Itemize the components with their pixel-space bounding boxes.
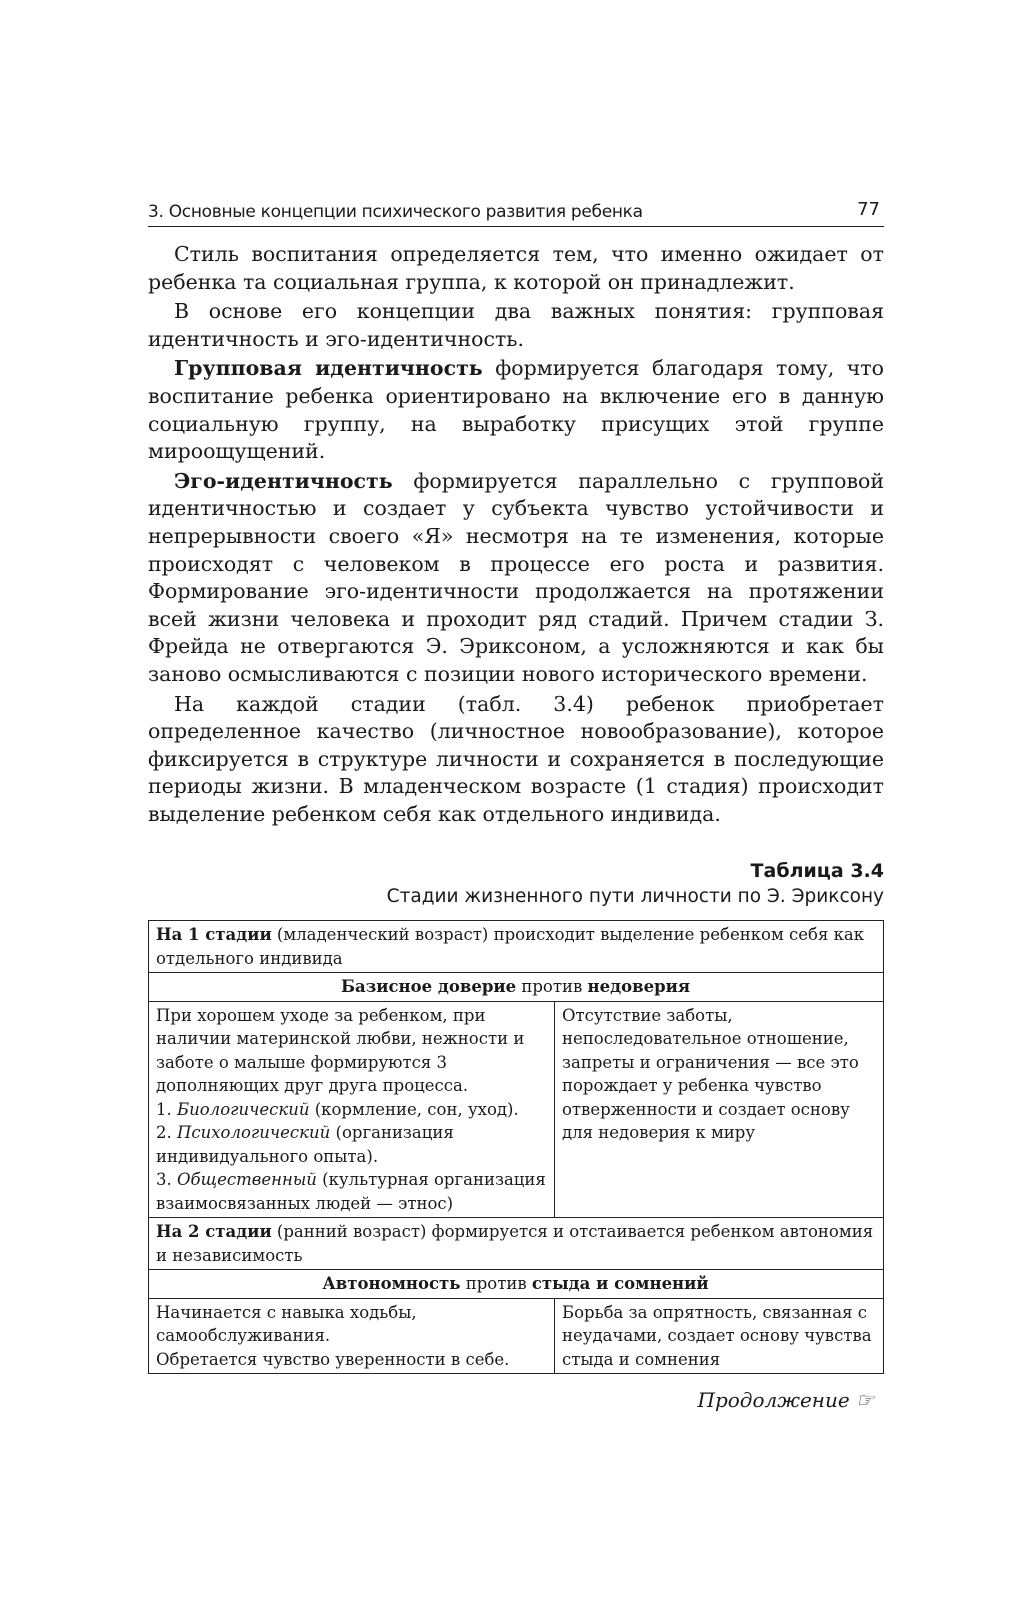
- stage-1-negative: недоверия: [587, 977, 691, 997]
- stage-2-left-line-1: Начинается с навыка ходьбы, самообслуживания.: [156, 1302, 417, 1346]
- paragraph-4-text: формируется параллельно с групповой идентичностью и создает у субъекта чувство устойчивости и непрерывности своего «Я» несмотря на те изменения, которые происходят с человеком в процессе его роста и развития. Формирование эго-идентичности продолжается на протяжении всей жизни человека и проходит ряд стадий. Причем стадии З. Фрейда не отвергаются Э. Эриксоном, а усложняются и как бы заново осмысливаются с позиции нового исторического времени.: [148, 468, 884, 686]
- stage-2-description: [149, 1218, 884, 1270]
- stage-1-text: (младенческий возраст) происходит выделение ребенком себя как отдельного индивида: [156, 925, 865, 968]
- item-1-number: 1.: [156, 1099, 177, 1119]
- stage-1-intro: При хорошем уходе за ребенком, при наличии материнской любви, нежности и заботе о малыше формируются 3 дополняющих друг друга процесса.: [156, 1005, 525, 1096]
- paragraph-1: Стиль воспитания определяется тем, что именно ожидает от ребенка та социальная группа, к которой он принадлежит.: [148, 242, 884, 294]
- stage-2-versus: против: [460, 1274, 532, 1294]
- item-1-term: Биологический: [177, 1099, 310, 1119]
- stage-2-positive-cell: [149, 1298, 555, 1374]
- stage-2-label: На 2 стадии: [156, 1222, 272, 1242]
- paragraph-3-text: формируется благодаря тому, что воспитание ребенка ориентировано на включение его в данную социальную группу, на выработку присущих этой группе мироощущений.: [148, 356, 884, 464]
- stage-1-detail-row: [149, 1001, 884, 1218]
- paragraph-5: На каждой стадии (табл. 3.4) ребенок приобретает определенное качество (личностное новообразование), которое фиксируется в структуре личности и сохраняется в последующие периоды жизни. В младенческом возрасте (1 стадия) происходит выделение ребенком себя как отдельного индивида.: [148, 691, 884, 826]
- item-1-text: (кормление, сон, уход).: [309, 1099, 519, 1119]
- running-header: [148, 192, 884, 227]
- stage-1-negative-cell: Отсутствие заботы, непоследовательное отношение, запреты и ограничения — все это порождает у ребенка чувство отверженности и создает основу для недоверия к миру: [555, 1001, 884, 1218]
- stage-2-text: (ранний возраст) формируется и отстаивается ребенком автономия и независимость: [156, 1222, 874, 1265]
- stage-2-detail-row: [149, 1298, 884, 1374]
- stage-1-conflict: [149, 973, 884, 1002]
- item-2-term: Психологический: [177, 1123, 331, 1143]
- paragraph-3: [148, 355, 884, 465]
- item-3-text: (культурная организация взаимосвязанных людей — этнос): [156, 1170, 546, 1213]
- continuation-note: [148, 1388, 884, 1412]
- item-2-number: 2.: [156, 1123, 177, 1143]
- stage-2-header-row: [149, 1218, 884, 1270]
- erikson-stages-table: [148, 920, 884, 1374]
- item-3-number: 3.: [156, 1170, 177, 1190]
- stage-1-label: На 1 стадии: [156, 925, 272, 945]
- stage-2-conflict-row: [149, 1270, 884, 1299]
- paragraph-2: В основе его концепции два важных понятия: групповая идентичность и эго-идентичность.: [148, 299, 884, 351]
- stage-2-positive: Автономность: [322, 1274, 461, 1294]
- stage-1-description: [149, 921, 884, 973]
- stage-2-conflict: [149, 1270, 884, 1299]
- paragraph-4: [148, 468, 884, 689]
- running-title: 3. Основные концепции психического развития ребенка: [148, 202, 643, 222]
- stage-1-positive: Базисное доверие: [340, 977, 517, 997]
- item-2-text: (организация индивидуального опыта).: [156, 1123, 454, 1166]
- table-caption: [148, 858, 884, 910]
- stage-2-negative: стыда и сомнений: [531, 1274, 709, 1294]
- table-title: Стадии жизненного пути личности по Э. Эриксону: [386, 886, 884, 908]
- term-group-identity: Групповая идентичность: [174, 356, 483, 381]
- stage-1-versus: против: [516, 977, 588, 997]
- body-text: [148, 241, 884, 828]
- pointing-hand-icon: ☞: [856, 1388, 874, 1413]
- stage-1-positive-cell: [149, 1001, 555, 1218]
- stage-1-conflict-row: [149, 973, 884, 1002]
- term-ego-identity: Эго-идентичность: [174, 468, 393, 493]
- stage-2-left-line-2: Обретается чувство уверенности в себе.: [156, 1349, 510, 1369]
- book-page: [148, 192, 884, 1412]
- continuation-text: Продолжение: [697, 1388, 850, 1413]
- stage-1-header-row: [149, 921, 884, 973]
- table-label: Таблица 3.4: [750, 860, 884, 883]
- item-3-term: Общественный: [177, 1170, 317, 1190]
- stage-2-negative-cell: Борьба за опрятность, связанная с неудачами, создает основу чувства стыда и сомнения: [555, 1298, 884, 1374]
- page-number: 77: [857, 199, 880, 220]
